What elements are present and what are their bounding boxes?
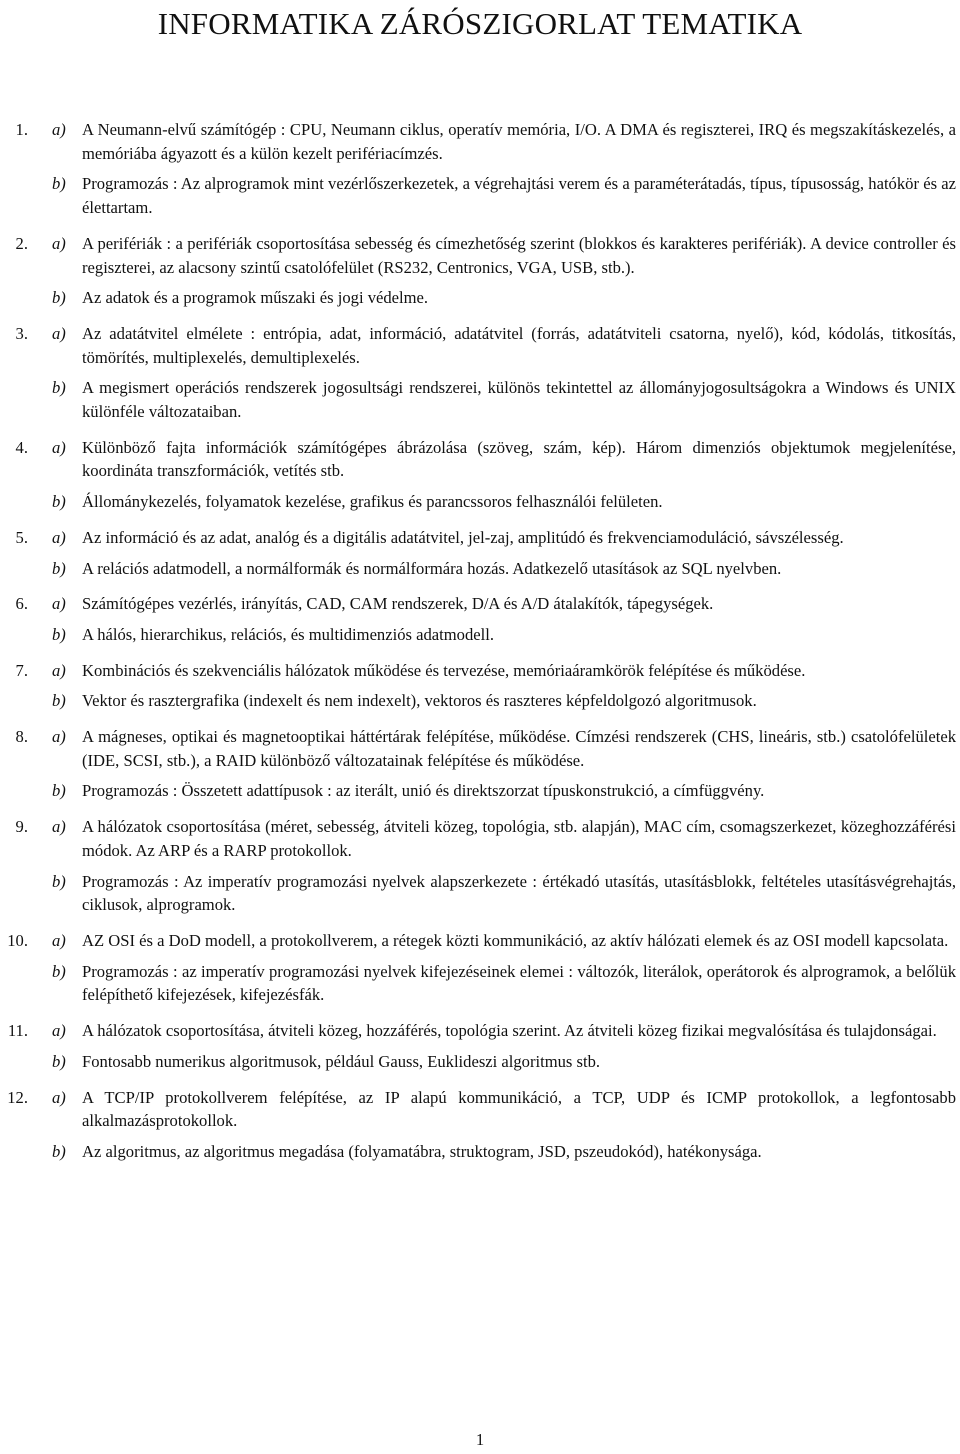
subtopic-a	[0, 1086, 960, 1133]
topic-item	[0, 1086, 960, 1164]
subtopic-label: b)	[52, 871, 66, 891]
subtopic-a	[0, 815, 960, 862]
subtopic-b	[0, 286, 960, 310]
subtopic-text: Programozás : az imperatív programozási nyelvek kifejezéseinek elemei : változók, literálok, operátorok és alprogramok, a belőlük felépíthető kifejezések, kifejezésfák.	[82, 961, 956, 1005]
subtopic-text: Fontosabb numerikus algoritmusok, például Gauss, Euklideszi algoritmus stb.	[82, 1051, 601, 1071]
subtopic-text: A TCP/IP protokollverem felépítése, az IP alapú kommunikáció, a TCP, UDP és ICMP protokollok, a legfontosabb alkalmazásprotokollok.	[82, 1087, 956, 1131]
topic-item	[0, 725, 960, 803]
subtopic-label: a)	[52, 323, 66, 343]
subtopic-a	[0, 526, 960, 550]
subtopic-label: a)	[52, 1087, 66, 1107]
subtopic-text: A hálós, hierarchikus, relációs, és multidimenziós adatmodell.	[82, 624, 494, 644]
subtopic-label: b)	[52, 288, 66, 308]
subtopic-text: A mágneses, optikai és magnetooptikai háttértárak felépítése, működése. Címzési rendszerek (CHS, lineáris, stb.) csatolófelületek (IDE, SCSI, stb.), a RAID különböző változatainak felépítése és működése.	[82, 727, 956, 770]
subtopic-label: a)	[52, 930, 66, 950]
topic-number: 2.	[15, 233, 28, 253]
subtopic-b	[0, 172, 960, 219]
topic-item	[0, 659, 960, 713]
subtopic-text: A hálózatok csoportosítása, átviteli közeg, hozzáférés, topológia szerint. Az átviteli közeg fizikai megvalósítása és tulajdonságai.	[82, 1021, 937, 1041]
subtopic-text: Az adatátvitel elmélete : entrópia, adat, információ, adatátvitel (forrás, adatátviteli csatorna, nyelő), kód, kódolás, titkosítás, tömörítés, multiplexelés, demultiplexelés.	[82, 323, 956, 367]
subtopic-label: a)	[52, 594, 66, 614]
subtopic-label: b)	[52, 378, 66, 398]
page-number: 1	[475, 1430, 485, 1449]
subtopic-a	[0, 436, 960, 483]
subtopic-label: a)	[52, 527, 66, 547]
topic-number: 10.	[7, 930, 28, 950]
subtopic-b	[0, 557, 960, 581]
subtopic-b	[0, 1050, 960, 1074]
subtopic-label: b)	[52, 558, 66, 578]
topic-number: 1.	[15, 120, 28, 139]
subtopic-text: Vektor és rasztergrafika (indexelt és nem indexelt), vektoros és raszteres képfeldolgozó algoritmusok.	[82, 691, 757, 711]
subtopic-text: Az információ és az adat, analóg és a digitális adatátvitel, jel-zaj, amplitúdó és frekvenciamoduláció, sávszélesség.	[82, 527, 844, 547]
topic-number: 6.	[15, 594, 28, 614]
topic-list	[0, 118, 960, 1164]
topic-item	[0, 815, 960, 917]
subtopic-a	[0, 659, 960, 683]
subtopic-a	[0, 929, 960, 953]
subtopic-a	[0, 232, 960, 279]
subtopic-label: b)	[52, 492, 66, 512]
subtopic-b	[0, 623, 960, 647]
page-title: INFORMATIKA ZÁRÓSZIGORLAT TEMATIKA	[157, 6, 803, 41]
topic-number: 5.	[15, 527, 28, 547]
subtopic-text: Programozás : Az alprogramok mint vezérlőszerkezetek, a végrehajtási verem és a paraméterátadás, típus, típusosság, hatókör és az élettartam.	[82, 174, 956, 218]
topic-number: 4.	[15, 437, 28, 457]
subtopic-b	[0, 490, 960, 514]
subtopic-label: a)	[52, 1021, 66, 1041]
subtopic-label: b)	[52, 781, 66, 801]
subtopic-text: A hálózatok csoportosítása (méret, sebesség, átviteli közeg, topológia, stb. alapján), MAC cím, csomagszerkezet, közeghozzáférési módok. Az ARP és a RARP protokollok.	[82, 817, 956, 860]
subtopic-text: Számítógépes vezérlés, irányítás, CAD, CAM rendszerek, D/A és A/D átalakítók, tápegységek.	[82, 594, 714, 614]
subtopic-text: A perifériák : a perifériák csoportosítása sebesség és címezhetőség szerint (blokkos és karakteres perifériák). A device controller és regiszterei, az alacsony szintű csatolófelület (RS232, Centronics, VGA, USB, stb.).	[82, 233, 956, 277]
subtopic-text: A Neumann-elvű számítógép : CPU, Neumann ciklus, operatív memória, I/O. A DMA és regiszterei, IRQ és megszakításkezelés, a memóriába ágyazott és a külön kezelt perifériacímzés.	[82, 120, 956, 163]
subtopic-b	[0, 779, 960, 803]
topic-number: 11.	[7, 1021, 28, 1041]
subtopic-b	[0, 870, 960, 917]
topic-item	[0, 592, 960, 646]
subtopic-a	[0, 592, 960, 616]
subtopic-label: b)	[52, 624, 66, 644]
subtopic-label: a)	[52, 233, 66, 253]
topic-item	[0, 118, 960, 220]
subtopic-text: AZ OSI és a DoD modell, a protokollverem, a rétegek közti kommunikáció, az aktív hálózati elemek és az OSI modell kapcsolata.	[82, 930, 949, 950]
topic-number: 9.	[15, 817, 28, 837]
topic-number: 8.	[15, 727, 28, 747]
subtopic-text: A relációs adatmodell, a normálformák és normálformára hozás. Adatkezelő utasítások az SQL nyelvben.	[82, 558, 782, 578]
subtopic-label: b)	[52, 691, 66, 711]
subtopic-text: Az algoritmus, az algoritmus megadása (folyamatábra, struktogram, JSD, pszeudokód), hatékonysága.	[82, 1141, 762, 1161]
topic-item	[0, 436, 960, 514]
subtopic-a	[0, 322, 960, 369]
subtopic-text: Programozás : Összetett adattípusok : az iterált, unió és direktszorzat típuskonstrukció, a címfüggvény.	[82, 781, 765, 801]
topic-item	[0, 526, 960, 580]
subtopic-a	[0, 1019, 960, 1043]
subtopic-b	[0, 376, 960, 423]
subtopic-b	[0, 960, 960, 1007]
topic-number: 12.	[7, 1087, 28, 1107]
subtopic-label: a)	[52, 660, 66, 680]
topic-number: 7.	[15, 660, 28, 680]
topic-item	[0, 322, 960, 424]
subtopic-a	[0, 725, 960, 772]
subtopic-label: a)	[52, 817, 66, 837]
subtopic-text: Állománykezelés, folyamatok kezelése, grafikus és parancssoros felhasználói felületen.	[82, 492, 663, 512]
topic-number: 3.	[15, 323, 28, 343]
subtopic-text: Programozás : Az imperatív programozási nyelvek alapszerkezete : értékadó utasítás, utasításblokk, feltételes utasításvégrehajtás, ciklusok, alprogramok.	[82, 871, 956, 915]
subtopic-text: A megismert operációs rendszerek jogosultsági rendszerei, különös tekintettel az állományjogosultságokra a Windows és UNIX különféle változataiban.	[82, 378, 956, 422]
topic-item	[0, 929, 960, 1007]
subtopic-label: a)	[52, 727, 66, 747]
subtopic-label: b)	[52, 174, 66, 194]
subtopic-b	[0, 689, 960, 713]
topic-item	[0, 232, 960, 310]
subtopic-label: b)	[52, 1141, 66, 1161]
subtopic-text: Különböző fajta információk számítógépes ábrázolása (szöveg, szám, kép). Három dimenziós objektumok megjelenítése, koordináta transzformációk, vetítés stb.	[82, 437, 956, 481]
subtopic-label: b)	[52, 961, 66, 981]
subtopic-label: b)	[52, 1051, 66, 1071]
subtopic-text: Az adatok és a programok műszaki és jogi védelme.	[82, 288, 429, 308]
subtopic-label: a)	[52, 120, 66, 139]
subtopic-b	[0, 1140, 960, 1164]
subtopic-a	[0, 118, 960, 165]
subtopic-text: Kombinációs és szekvenciális hálózatok működése és tervezése, memóriaáramkörök felépítése és működése.	[82, 660, 806, 680]
topic-item	[0, 1019, 960, 1073]
subtopic-label: a)	[52, 437, 66, 457]
